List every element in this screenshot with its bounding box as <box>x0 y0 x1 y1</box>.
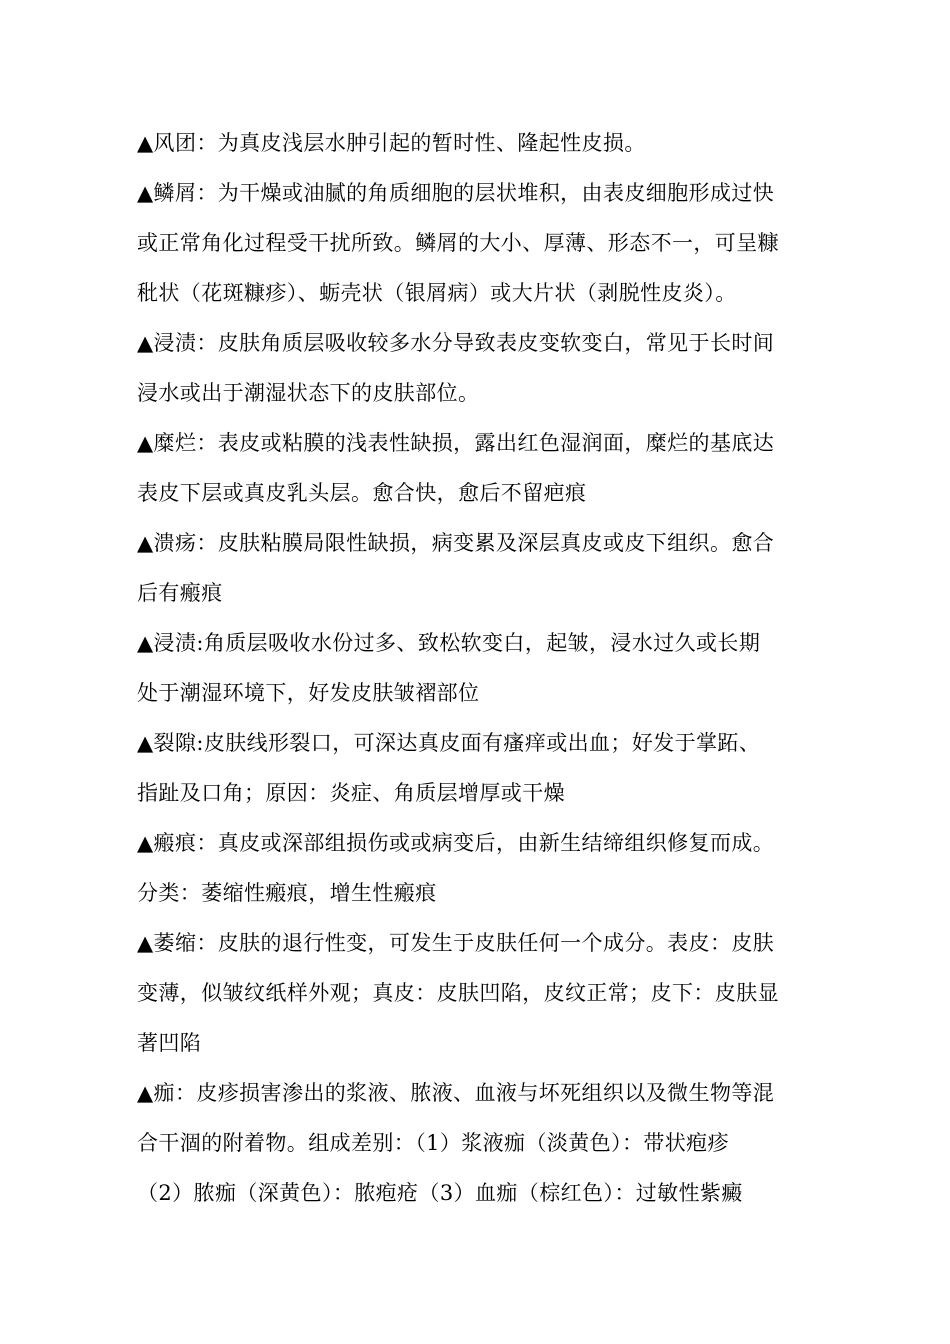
text-line: ▲裂隙:皮肤线形裂口，可深达真皮面有瘙痒或出血；好发于掌跖、 <box>137 731 761 755</box>
text-line: ▲萎缩：皮肤的退行性变，可发生于皮肤任何一个成分。表皮：皮肤 <box>137 931 775 955</box>
text-line: ▲浸渍：皮肤角质层吸收较多水分导致表皮变软变白，常见于长时间 <box>137 331 775 355</box>
text-line: ▲鳞屑：为干燥或油腻的角质细胞的层状堆积，由表皮细胞形成过快 <box>137 181 775 205</box>
text-line: ▲浸渍:角质层吸收水份过多、致松软变白，起皱，浸水过久或长期 <box>137 631 761 655</box>
text-line: 变薄，似皱纹纸样外观；真皮：皮肤凹陷，皮纹正常；皮下：皮肤显 <box>137 981 779 1005</box>
text-line: ▲痂：皮疹损害渗出的浆液、脓液、血液与坏死组织以及微生物等混 <box>137 1081 775 1105</box>
text-line: ▲风团：为真皮浅层水肿引起的暂时性、隆起性皮损。 <box>137 131 646 155</box>
text-line: ▲溃疡：皮肤粘膜局限性缺损，病变累及深层真皮或皮下组织。愈合 <box>137 531 775 555</box>
text-line: 分类：萎缩性瘢痕，增生性瘢痕 <box>137 881 437 905</box>
text-line: 指趾及口角；原因：炎症、角质层增厚或干燥 <box>137 781 565 805</box>
text-line: 或正常角化过程受干扰所致。鳞屑的大小、厚薄、形态不一，可呈糠 <box>137 231 779 255</box>
text-line: 秕状（花斑糠疹）、蛎壳状（银屑病）或大片状（剥脱性皮炎）。 <box>137 281 737 305</box>
text-line: （2）脓痂（深黄色）：脓疱疮（3）血痂（棕红色）：过敏性紫癜 <box>137 1181 743 1205</box>
text-line: 后有瘢痕 <box>137 581 223 605</box>
text-line: 合干涸的附着物。组成差别：（1）浆液痂（淡黄色）：带状疱疹 <box>137 1131 729 1155</box>
text-line: 著凹陷 <box>137 1031 202 1055</box>
document-body <box>137 118 817 1218</box>
text-line: 浸水或出于潮湿状态下的皮肤部位。 <box>137 381 480 405</box>
text-line: 处于潮湿环境下，好发皮肤皱褶部位 <box>137 681 480 705</box>
text-line: 表皮下层或真皮乳头层。愈合快，愈后不留疤痕 <box>137 481 587 505</box>
text-line: ▲糜烂：表皮或粘膜的浅表性缺损，露出红色湿润面，糜烂的基底达 <box>137 431 775 455</box>
text-line: ▲瘢痕：真皮或深部组损伤或或病变后，由新生结缔组织修复而成。 <box>137 831 775 855</box>
